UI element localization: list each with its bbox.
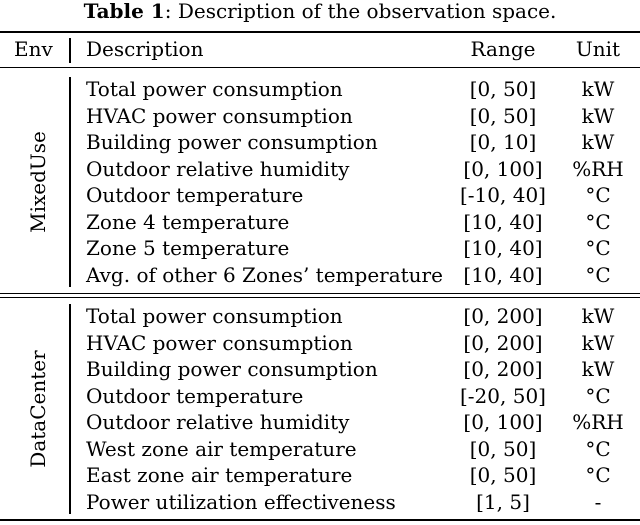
group-column-separator bbox=[69, 304, 71, 514]
unit-cell: °C bbox=[585, 383, 611, 408]
description-cell: Total power consumption bbox=[86, 77, 343, 101]
description-cell: East zone air temperature bbox=[86, 463, 353, 487]
top-rule bbox=[0, 31, 640, 33]
description-cell: HVAC power consumption bbox=[86, 103, 353, 128]
header-range: Range bbox=[470, 37, 536, 61]
unit-cell: kW bbox=[581, 304, 615, 328]
description-cell: Zone 4 temperature bbox=[86, 209, 290, 234]
table-caption bbox=[0, 0, 640, 22]
range-cell: [0, 50] bbox=[469, 436, 537, 461]
unit-cell: kW bbox=[581, 130, 615, 154]
unit-cell: kW bbox=[581, 77, 615, 101]
unit-cell: °C bbox=[585, 436, 611, 461]
header-env: Env bbox=[14, 37, 53, 61]
unit-cell: °C bbox=[585, 209, 611, 234]
table-caption-text: : Description of the observation space. bbox=[164, 0, 557, 23]
range-cell: [1, 5] bbox=[476, 489, 530, 514]
unit-cell: °C bbox=[585, 262, 611, 287]
range-cell: [0, 200] bbox=[463, 330, 543, 355]
table-caption-label: Table 1 bbox=[83, 0, 165, 23]
description-cell: Building power consumption bbox=[86, 357, 378, 381]
group-separator-rule bbox=[0, 293, 640, 294]
range-cell: [0, 200] bbox=[463, 304, 543, 328]
header-unit: Unit bbox=[575, 37, 621, 61]
range-cell: [0, 50] bbox=[469, 463, 537, 487]
description-cell: West zone air temperature bbox=[86, 436, 357, 461]
range-cell: [10, 40] bbox=[463, 262, 543, 287]
description-cell: Outdoor relative humidity bbox=[86, 156, 350, 181]
group-column-separator bbox=[69, 77, 71, 287]
range-cell: [0, 200] bbox=[463, 357, 543, 381]
unit-cell: - bbox=[594, 489, 602, 514]
header-description: Description bbox=[86, 37, 204, 61]
description-cell: Avg. of other 6 Zones’ temperature bbox=[86, 262, 443, 287]
unit-cell: °C bbox=[585, 183, 611, 207]
unit-cell: °C bbox=[585, 236, 611, 260]
group-separator-rule bbox=[0, 297, 640, 298]
description-cell: Building power consumption bbox=[86, 130, 378, 154]
description-cell: Outdoor relative humidity bbox=[86, 410, 350, 434]
range-cell: [-10, 40] bbox=[460, 183, 546, 207]
description-cell: Total power consumption bbox=[86, 304, 343, 328]
range-cell: [10, 40] bbox=[463, 236, 543, 260]
range-cell: [0, 100] bbox=[463, 156, 543, 181]
description-cell: Zone 5 temperature bbox=[86, 236, 290, 260]
range-cell: [0, 50] bbox=[469, 103, 537, 128]
range-cell: [0, 50] bbox=[469, 77, 537, 101]
unit-cell: °C bbox=[585, 463, 611, 487]
description-cell: Outdoor temperature bbox=[86, 383, 304, 408]
description-cell: Outdoor temperature bbox=[86, 183, 304, 207]
description-cell: Power utilization effectiveness bbox=[86, 489, 396, 514]
unit-cell: %RH bbox=[572, 156, 624, 181]
range-cell: [0, 100] bbox=[463, 410, 543, 434]
env-group-label: DataCenter bbox=[26, 350, 50, 468]
unit-cell: kW bbox=[581, 330, 615, 355]
description-cell: HVAC power consumption bbox=[86, 330, 353, 355]
env-group-label: MixedUse bbox=[26, 131, 50, 233]
range-cell: [10, 40] bbox=[463, 209, 543, 234]
unit-cell: kW bbox=[581, 103, 615, 128]
range-cell: [-20, 50] bbox=[460, 383, 546, 408]
header-column-separator bbox=[69, 38, 71, 63]
bottom-rule bbox=[0, 519, 640, 521]
header-rule bbox=[0, 67, 640, 68]
unit-cell: kW bbox=[581, 357, 615, 381]
range-cell: [0, 10] bbox=[469, 130, 537, 154]
unit-cell: %RH bbox=[572, 410, 624, 434]
